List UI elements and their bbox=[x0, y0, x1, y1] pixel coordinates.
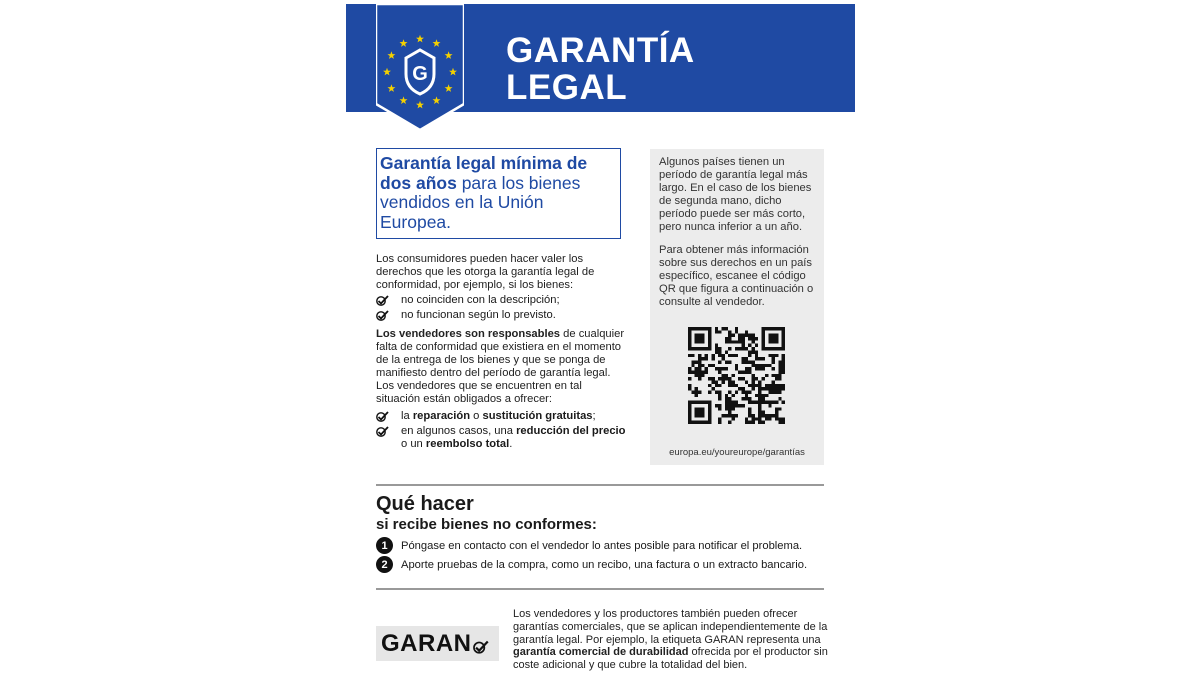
title-line-1: GARANTÍA bbox=[506, 31, 695, 70]
intro-item: no funcionan según lo previsto. bbox=[376, 309, 626, 322]
guarantee-callout bbox=[376, 148, 621, 239]
info-url[interactable]: europa.eu/youreurope/garantías bbox=[669, 447, 805, 458]
section-subheading: si recibe bienes no conformes: bbox=[376, 516, 597, 533]
intro-item: no coinciden con la descripción; bbox=[376, 294, 626, 307]
garan-logo: GARAN bbox=[376, 626, 499, 661]
check-icon bbox=[376, 426, 389, 437]
main-column bbox=[376, 148, 626, 451]
step-item: 1 Póngase en contacto con el vendedor lo antes posible para notificar el problema. bbox=[376, 537, 802, 554]
check-icon bbox=[376, 295, 389, 306]
intro-text: Los consumidores pueden hacer valer los derechos que les otorga la garantía legal de conformidad, por ejemplo, si los bienes: bbox=[376, 253, 595, 291]
page-title bbox=[506, 32, 695, 106]
offer-item: la reparación o sustitución gratuitas; bbox=[376, 410, 626, 423]
garan-text: Los vendedores y los productores también pueden ofrecer garantías comerciales, que se aplican independientemente de la garantía legal. Por ejemplo, la etiqueta GARAN representa una garantía comercial de durabilidad ofrecida por el productor sin coste adicional y que cubre la totalidad del bien. bbox=[513, 608, 828, 672]
aside-paragraph-2: Para obtener más información sobre sus derechos en un país específico, escanee el código QR que figura a continuación o consulte al vendedor. bbox=[659, 244, 814, 308]
step-number: 2 bbox=[376, 556, 393, 573]
legal-guarantee-sheet bbox=[346, 0, 855, 680]
callout-rest: para los bienes vendidos en la Unión Europea. bbox=[380, 172, 581, 232]
shield-letter: G bbox=[412, 63, 428, 85]
section-heading: Qué hacer bbox=[376, 493, 474, 515]
header-banner bbox=[346, 4, 855, 112]
info-aside bbox=[650, 149, 824, 465]
divider bbox=[376, 588, 824, 590]
step-item: 2 Aporte pruebas de la compra, como un recibo, una factura o un extracto bancario. bbox=[376, 556, 807, 573]
qr-code-icon[interactable] bbox=[688, 327, 785, 424]
callout-bold: Garantía legal mínima de dos años bbox=[380, 153, 588, 193]
divider bbox=[376, 484, 824, 486]
check-icon bbox=[376, 310, 389, 321]
eu-shield-icon bbox=[376, 4, 464, 134]
check-icon bbox=[473, 640, 489, 654]
check-icon bbox=[376, 411, 389, 422]
step-number: 1 bbox=[376, 537, 393, 554]
offer-item: en algunos casos, una reducción del precio o un reembolso total. bbox=[376, 425, 626, 451]
title-line-2: LEGAL bbox=[506, 68, 628, 107]
sellers-text: Los vendedores son responsables de cualquier falta de conformidad que existiera en el momento de la entrega de los bienes y que se ponga de manifiesto dentro del período de garantía legal. Los vendedores que se encuentren en tal situación están obligados a ofrecer: bbox=[376, 328, 625, 405]
aside-paragraph-1: Algunos países tienen un período de garantía legal más largo. En el caso de los bienes de segunda mano, dicho período puede ser más corto, pero nunca inferior a un año. bbox=[659, 156, 812, 233]
